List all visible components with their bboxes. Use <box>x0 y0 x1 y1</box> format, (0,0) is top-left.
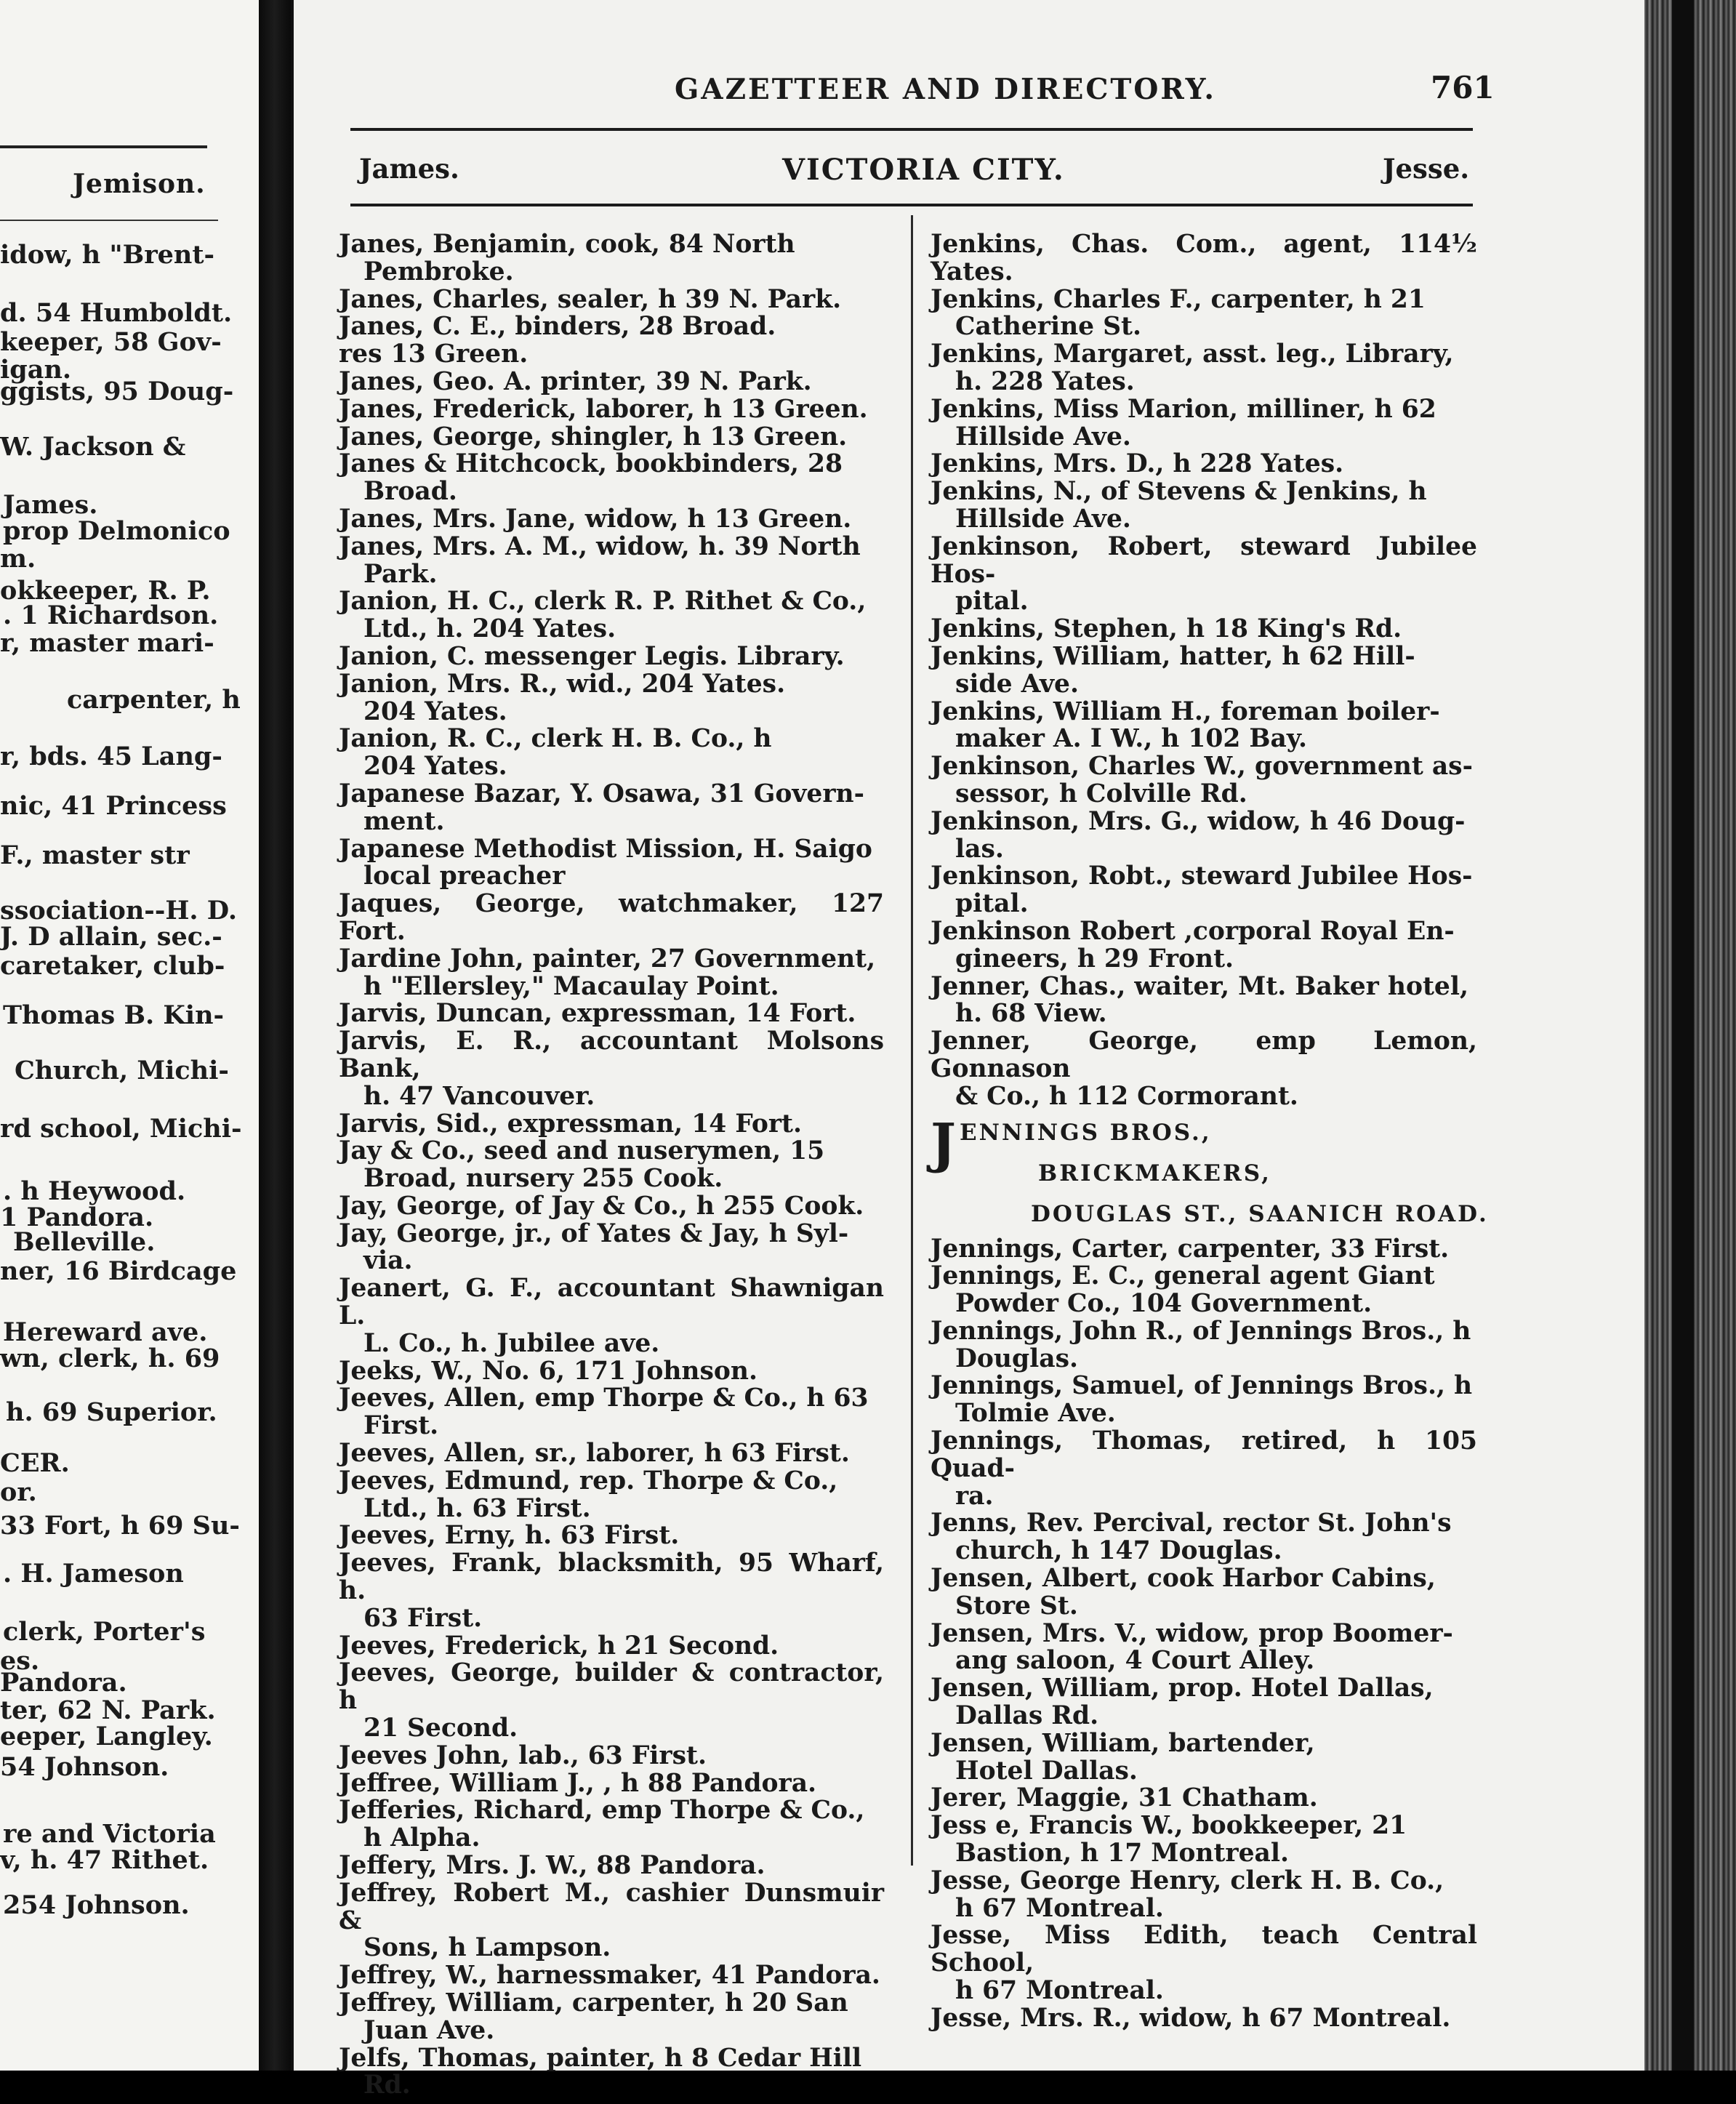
facing-page-left <box>0 0 259 2071</box>
facing-page-fragment: Thomas B. Kin- <box>3 1000 225 1030</box>
directory-entry <box>339 1962 884 1990</box>
directory-entry <box>339 366 884 396</box>
directory-entry <box>339 643 884 671</box>
directory-entry <box>339 1138 884 1193</box>
entry-continuation: Store St. <box>955 1591 1078 1621</box>
directory-entry <box>931 918 1477 973</box>
directory-entry <box>931 1263 1477 1318</box>
facing-page-fragment: 54 Johnson. <box>0 1752 169 1782</box>
entry-line: Jeeks, W., No. 6, 171 Johnson. <box>339 1356 758 1386</box>
directory-entry <box>931 531 1477 617</box>
ad-trade: BRICKMAKERS, <box>1038 1160 1271 1186</box>
facing-page-fragment: . H. Jameson <box>3 1559 184 1589</box>
directory-entry <box>339 1522 884 1550</box>
entry-line: Janion, Mrs. R., wid., 204 Yates. <box>339 669 786 699</box>
directory-entry <box>339 313 884 341</box>
entry-line: Jenkinson Robert ,corporal Royal En- <box>931 916 1455 946</box>
facing-page-fragment: okkeeper, R. P. <box>0 576 211 606</box>
directory-entry <box>339 588 884 643</box>
facing-page-fragment: F., master str <box>0 840 190 870</box>
entry-line: Janes, George, shingler, h 13 Green. <box>339 422 848 451</box>
entry-line: Jesse, Mrs. R., widow, h 67 Montreal. <box>931 2003 1451 2033</box>
directory-entry <box>931 1618 1477 1676</box>
entry-continuation: Bastion, h 17 Montreal. <box>955 1839 1290 1868</box>
directory-entry <box>931 1730 1477 1786</box>
directory-entry <box>339 836 884 891</box>
entry-continuation: local preacher <box>363 862 566 891</box>
facing-page-fragment: or. <box>0 1477 37 1507</box>
directory-entry <box>339 726 884 781</box>
directory-entry <box>931 753 1477 808</box>
directory-entry <box>339 1111 884 1139</box>
entry-line: Janes, Mrs. Jane, widow, h 13 Green. <box>339 504 852 534</box>
entry-line: Jeffrey, William, carpenter, h 20 San <box>339 1988 848 2017</box>
directory-entry <box>339 671 884 726</box>
facing-page-fragment: J. D allain, sec.- <box>0 922 222 952</box>
facing-page-fragment: v, h. 47 Rithet. <box>0 1845 209 1875</box>
entry-line: Janion, C. messenger Legis. Library. <box>339 641 845 671</box>
entry-line: Jenns, Rev. Percival, rector St. John's <box>931 1509 1452 1538</box>
entry-line: Jay, George, of Jay & Co., h 255 Cook. <box>339 1191 864 1221</box>
entry-line: Jeeves, Frank, blacksmith, 95 Wharf, h. <box>339 1549 884 1606</box>
entry-continuation: & Co., h 112 Cormorant. <box>955 1081 1298 1111</box>
directory-entry <box>931 643 1477 699</box>
entry-continuation: Park. <box>363 559 438 589</box>
entry-line: Jeeves John, lab., 63 First. <box>339 1740 707 1770</box>
entry-continuation: side Ave. <box>955 669 1079 699</box>
facing-page-fragment: h. 69 Superior. <box>6 1397 217 1427</box>
entry-line: Janes, Benjamin, cook, 84 North <box>339 230 795 259</box>
entry-continuation: Juan Ave. <box>363 2015 495 2045</box>
directory-entry <box>931 973 1477 1029</box>
directory-entry <box>339 231 884 286</box>
entry-continuation: 204 Yates. <box>363 696 507 726</box>
facing-page-fragment: CER. <box>0 1448 70 1478</box>
entry-continuation: Powder Co., 104 Government. <box>955 1289 1373 1319</box>
directory-entry <box>339 1770 884 1798</box>
directory-entry <box>339 1000 884 1028</box>
entry-line: Jay, George, jr., of Yates & Jay, h Syl- <box>339 1218 849 1248</box>
directory-entry <box>339 1358 884 1386</box>
entry-continuation: Hillside Ave. <box>955 422 1131 451</box>
facing-page-fragment: Belleville. <box>13 1227 156 1257</box>
facing-page-fragment: r, bds. 45 Lang- <box>0 742 222 771</box>
facing-page-fragment: rd school, Michi- <box>0 1114 242 1144</box>
directory-entry <box>339 531 884 589</box>
facing-page-fragment: nic, 41 Princess <box>0 791 227 821</box>
entries-jennings-jesse <box>931 1236 1477 2033</box>
facing-page-fragment: es. <box>0 1646 40 1676</box>
facing-page-fragment: idow, h "Brent- <box>0 240 215 270</box>
facing-page-fragment: 254 Johnson. <box>3 1890 190 1920</box>
entry-line: Jensen, Albert, cook Harbor Cabins, <box>931 1564 1436 1594</box>
entry-continuation: Tolmie Ave. <box>955 1399 1116 1429</box>
directory-entry <box>339 1550 884 1632</box>
entry-line: Jenkins, William, hatter, h 62 Hill- <box>931 641 1415 671</box>
directory-entry <box>339 1990 884 2045</box>
directory-entry <box>931 286 1477 342</box>
directory-entry <box>339 396 884 424</box>
guide-word-left: James. <box>359 153 459 185</box>
guide-rule <box>350 204 1473 206</box>
entry-continuation: ment. <box>363 806 445 836</box>
running-head-title: GAZETTEER AND DIRECTORY. <box>675 73 1216 106</box>
directory-entry <box>931 1565 1477 1621</box>
page-edge-shadow <box>1672 0 1694 2071</box>
entry-continuation: Hillside Ave. <box>955 504 1131 534</box>
entry-line: Jaques, George, watchmaker, 127 Fort. <box>339 889 884 946</box>
facing-page-fragment: ter, 62 N. Park. <box>0 1695 216 1725</box>
entry-line: Jeffery, Mrs. J. W., 88 Pandora. <box>339 1851 765 1881</box>
directory-entry <box>339 2045 884 2100</box>
entry-line: Janion, R. C., clerk H. B. Co., h <box>339 724 772 754</box>
entry-continuation: Ltd., h. 63 First. <box>363 1493 591 1523</box>
entry-line: Jennings, E. C., general agent Giant <box>931 1261 1435 1291</box>
directory-entry <box>339 891 884 946</box>
entry-line: Jardine John, painter, 27 Government, <box>339 944 876 973</box>
entry-continuation: Douglas. <box>955 1344 1079 1373</box>
entry-line: Jeeves, George, builder & contractor, h <box>339 1658 884 1716</box>
entry-continuation: pital. <box>955 889 1029 919</box>
guide-city: VICTORIA CITY. <box>782 153 1065 187</box>
entry-line: Jarvis, Duncan, expressman, 14 Fort. <box>339 999 856 1029</box>
entry-continuation: maker A. I W., h 102 Bay. <box>955 724 1307 754</box>
directory-entry <box>931 1510 1477 1565</box>
guide-word-right: Jesse. <box>1383 153 1470 185</box>
entry-continuation: h. 68 View. <box>955 999 1107 1029</box>
entries-jenkins-jenner <box>931 231 1477 1111</box>
entry-line: Jesse, George Henry, clerk H. B. Co., <box>931 1866 1444 1895</box>
entry-continuation: Catherine St. <box>955 312 1141 342</box>
entry-continuation: Pembroke. <box>363 257 514 286</box>
ad-initial-letter: J <box>931 1112 957 1175</box>
directory-entry <box>339 1440 884 1468</box>
entry-continuation: First. <box>363 1411 439 1441</box>
entry-continuation: L. Co., h. Jubilee ave. <box>363 1328 660 1358</box>
facing-page-fragment: keeper, 58 Gov- <box>0 327 222 357</box>
directory-entry <box>931 1428 1477 1510</box>
ad-company-name: ENNINGS BROS., <box>960 1119 1212 1146</box>
facing-page-fragment: James. <box>3 490 98 520</box>
directory-column-right <box>931 230 1489 2033</box>
entry-line: Jeeves, Allen, sr., laborer, h 63 First. <box>339 1439 850 1469</box>
entry-continuation: sessor, h Colville Rd. <box>955 779 1247 808</box>
directory-entry <box>931 451 1477 478</box>
entry-line: Jenkinson, Robt., steward Jubilee Hos- <box>931 862 1473 891</box>
directory-entry <box>931 1812 1477 1868</box>
book-gutter <box>259 0 294 2071</box>
entry-continuation: Rd. <box>363 2071 411 2100</box>
entry-line: Jenkins, Charles F., carpenter, h 21 <box>931 284 1426 314</box>
entry-continuation: ra. <box>955 1481 994 1511</box>
facing-page-fragment: eeper, Langley. <box>0 1722 213 1751</box>
directory-entry <box>339 1740 884 1770</box>
facing-page-fragment: ggists, 95 Doug- <box>0 377 234 406</box>
entry-continuation: Ltd., h. 204 Yates. <box>363 614 616 644</box>
facing-page-fragment: Hereward ave. <box>3 1317 208 1347</box>
directory-entry <box>339 424 884 451</box>
entry-line: Janes, Geo. A. printer, 39 N. Park. <box>339 366 812 396</box>
directory-entry <box>931 1318 1477 1373</box>
facing-page-fragment: W. Jackson & <box>0 432 186 462</box>
entry-line: Jerer, Maggie, 31 Chatham. <box>931 1783 1318 1813</box>
entry-line: Jay & Co., seed and nuserymen, 15 <box>339 1136 825 1166</box>
entry-line: Janes, Frederick, laborer, h 13 Green. <box>339 394 868 424</box>
directory-entry <box>339 1385 884 1440</box>
entry-line: Jenkins, Margaret, asst. leg., Library, <box>931 340 1454 369</box>
directory-entry <box>931 341 1477 396</box>
facing-page-fragment: ner, 16 Birdcage <box>0 1256 237 1286</box>
directory-entry <box>931 863 1477 918</box>
facing-page-fragment: . h Heywood. <box>3 1176 186 1206</box>
entry-continuation: Hotel Dallas. <box>955 1756 1138 1786</box>
directory-entry <box>931 2005 1477 2033</box>
entry-line: Jeeves, Edmund, rep. Thorpe & Co., <box>339 1466 838 1495</box>
facing-page-rule <box>0 145 207 148</box>
page-number: 761 <box>1431 70 1495 105</box>
entry-line: Jenkinson, Mrs. G., widow, h 46 Doug- <box>931 806 1466 836</box>
facing-page-fragment: igan. <box>0 355 72 385</box>
directory-entry <box>339 1633 884 1661</box>
directory-entry <box>931 808 1477 864</box>
entry-line: Jesse, Miss Edith, teach Central School, <box>931 1921 1477 1978</box>
entry-line: Jenkins, William H., foreman boiler- <box>931 696 1440 726</box>
entry-continuation: ang saloon, 4 Court Alley. <box>955 1646 1315 1676</box>
entry-line: Japanese Bazar, Y. Osawa, 31 Govern- <box>339 779 864 808</box>
facing-page-rule <box>0 220 218 221</box>
entry-continuation: via. <box>363 1246 413 1276</box>
facing-page-fragment: Pandora. <box>0 1668 127 1698</box>
jennings-bros-advertisement <box>931 1112 1489 1232</box>
entry-line: Jarvis, Sid., expressman, 14 Fort. <box>339 1109 802 1139</box>
facing-page-fragment: carpenter, h <box>67 685 241 715</box>
directory-entry <box>339 341 884 369</box>
directory-entry <box>931 1922 1477 2004</box>
entry-line: Jenkins, Mrs. D., h 228 Yates. <box>931 449 1344 479</box>
directory-column-left <box>339 231 884 2100</box>
directory-entry <box>931 396 1477 451</box>
directory-entry <box>339 1468 884 1523</box>
entry-line: Jennings, John R., of Jennings Bros., h <box>931 1316 1471 1346</box>
entry-line: Jennings, Samuel, of Jennings Bros., h <box>931 1371 1473 1401</box>
directory-entry <box>339 506 884 534</box>
entry-line: Jeffrey, W., harnessmaker, 41 Pandora. <box>339 1961 880 1991</box>
entry-line: Jenkins, N., of Stevens & Jenkins, h <box>931 477 1427 507</box>
directory-entry <box>931 1373 1477 1428</box>
header-rule <box>350 128 1473 131</box>
entry-continuation: church, h 147 Douglas. <box>955 1536 1282 1566</box>
entry-line: Jarvis, E. R., accountant Molsons Bank, <box>339 1027 884 1083</box>
directory-entry <box>339 451 884 506</box>
entry-continuation: h "Ellersley," Macaulay Point. <box>363 971 779 1001</box>
directory-entry <box>931 1868 1477 1923</box>
directory-entry <box>931 1236 1477 1264</box>
entry-continuation: pital. <box>955 587 1029 617</box>
facing-page-fragment: r, master mari- <box>0 628 214 658</box>
entry-continuation: Broad. <box>363 477 457 507</box>
entry-continuation: 204 Yates. <box>363 752 507 782</box>
directory-entry <box>339 1193 884 1221</box>
directory-entry <box>931 696 1477 754</box>
entry-continuation: h. 47 Vancouver. <box>363 1081 595 1111</box>
entry-line: Jennings, Thomas, retired, h 105 Quad- <box>931 1426 1477 1483</box>
facing-page-fragment: re and Victoria <box>3 1819 216 1849</box>
directory-entry <box>931 616 1477 643</box>
entry-line: Jess e, Francis W., bookkeeper, 21 <box>931 1811 1407 1841</box>
entry-continuation: Broad, nursery 255 Cook. <box>363 1164 723 1194</box>
entry-line: Jensen, Mrs. V., widow, prop Boomer- <box>931 1618 1453 1648</box>
entry-line: Jeeves, Erny, h. 63 First. <box>339 1521 680 1551</box>
entry-continuation: h. 228 Yates. <box>955 366 1135 396</box>
entry-continuation: 63 First. <box>363 1603 483 1633</box>
directory-entry <box>339 1880 884 1962</box>
directory-entry <box>339 1275 884 1357</box>
facing-page-fragment: prop Delmonico <box>3 516 230 546</box>
entry-line: Jeanert, G. F., accountant Shawnigan L. <box>339 1274 884 1331</box>
entry-line: Jenkinson, Robert, steward Jubilee Hos- <box>931 531 1477 589</box>
entry-line: Jenkinson, Charles W., government as- <box>931 752 1473 782</box>
facing-page-fragment: clerk, Porter's <box>3 1617 206 1647</box>
entry-line: Jeffrey, Robert M., cashier Dunsmuir & <box>339 1878 884 1935</box>
facing-page-fragment: . 1 Richardson. <box>3 601 219 630</box>
entry-line: Jenkins, Miss Marion, milliner, h 62 <box>931 394 1436 424</box>
directory-entry <box>339 946 884 1001</box>
directory-entry <box>339 781 884 836</box>
facing-page-fragment: 33 Fort, h 69 Su- <box>0 1511 240 1541</box>
column-divider <box>911 215 913 1866</box>
entry-continuation: h 67 Montreal. <box>955 1976 1164 2006</box>
entry-line: Jensen, William, bartender, <box>931 1728 1315 1758</box>
entry-line: Jelfs, Thomas, painter, h 8 Cedar Hill <box>339 2043 862 2073</box>
entry-line: Jennings, Carter, carpenter, 33 First. <box>931 1234 1450 1264</box>
entry-continuation: las. <box>955 834 1004 864</box>
facing-page-fragment: caretaker, club- <box>0 951 225 981</box>
entry-line: Jeeves, Allen, emp Thorpe & Co., h 63 <box>339 1384 869 1413</box>
facing-page-heading: Jemison. <box>73 169 206 199</box>
entry-line: Janes, Charles, sealer, h 39 N. Park. <box>339 284 842 314</box>
facing-page-fragment: d. 54 Humboldt. <box>0 298 233 328</box>
entry-line: Jenkins, Chas. Com., agent, 114½ Yates. <box>931 230 1477 286</box>
directory-entry <box>339 1028 884 1110</box>
facing-page-fragment: 1 Pandora. <box>0 1202 154 1232</box>
entry-line: Japanese Methodist Mission, H. Saigo <box>339 834 872 864</box>
facing-page-fragment: m. <box>0 544 36 574</box>
entry-line: Jenkins, Stephen, h 18 King's Rd. <box>931 614 1402 644</box>
directory-entry <box>931 1028 1477 1110</box>
entry-line: Jeeves, Frederick, h 21 Second. <box>339 1631 779 1661</box>
entry-line: Janes & Hitchcock, bookbinders, 28 <box>339 449 843 479</box>
entry-line: Jeffree, William J., , h 88 Pandora. <box>339 1768 817 1798</box>
directory-entry <box>931 1675 1477 1730</box>
entry-line: Jefferies, Richard, emp Thorpe & Co., <box>339 1796 865 1826</box>
entry-continuation: Sons, h Lampson. <box>363 1933 611 1963</box>
directory-entry <box>339 1797 884 1852</box>
facing-page-fragment: wn, clerk, h. 69 <box>0 1344 220 1373</box>
entry-continuation: h 67 Montreal. <box>955 1893 1164 1923</box>
facing-page-fragment: Church, Michi- <box>15 1056 229 1085</box>
entry-line: Janes, Mrs. A. M., widow, h. 39 North <box>339 531 861 561</box>
facing-page-fragment: ssociation--H. D. <box>0 896 238 925</box>
entry-line: Janion, H. C., clerk R. P. Rithet & Co., <box>339 587 867 617</box>
directory-entry <box>931 231 1477 286</box>
entry-line: res 13 Green. <box>339 340 529 369</box>
entry-continuation: gineers, h 29 Front. <box>955 944 1234 973</box>
directory-entry <box>931 478 1477 534</box>
entry-line: Janes, C. E., binders, 28 Broad. <box>339 312 776 342</box>
entry-continuation: h Alpha. <box>363 1823 481 1853</box>
ad-address: DOUGLAS ST., SAANICH ROAD. <box>1031 1200 1489 1227</box>
entry-line: Jensen, William, prop. Hotel Dallas, <box>931 1674 1434 1703</box>
entry-line: Jenner, Chas., waiter, Mt. Baker hotel, <box>931 971 1468 1001</box>
directory-entry <box>339 286 884 314</box>
directory-entry <box>339 1218 884 1276</box>
entry-continuation: Dallas Rd. <box>955 1701 1099 1731</box>
directory-entry <box>339 1852 884 1880</box>
directory-entry <box>931 1785 1477 1812</box>
entry-continuation: 21 Second. <box>363 1714 518 1743</box>
directory-entry <box>339 1660 884 1742</box>
entry-line: Jenner, George, emp Lemon, Gonnason <box>931 1027 1477 1083</box>
